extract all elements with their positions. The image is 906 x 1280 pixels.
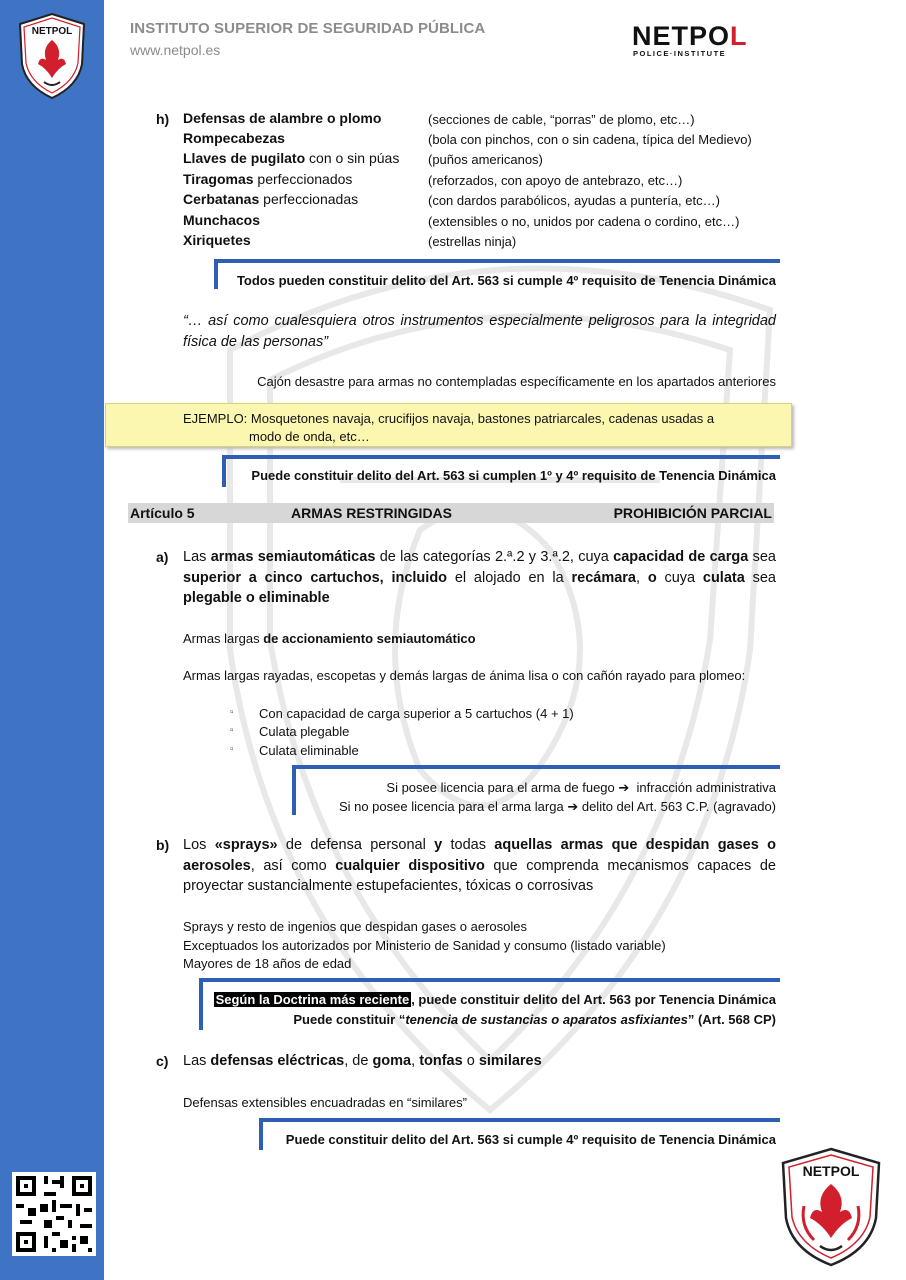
paragraph-segment: cualquier dispositivo: [335, 857, 485, 874]
paragraph-segment: superior a cinco cartuchos, incluido: [183, 569, 448, 586]
weapon-name-bold: Munchacos: [183, 212, 261, 228]
brand-subtitle: POLICE·INSTITUTE: [633, 49, 727, 58]
sidebar: [0, 0, 104, 1280]
note-b2-pre: Puede constituir “: [293, 1012, 406, 1027]
paragraph-segment: , de: [344, 1053, 373, 1069]
paragraph-segment: capacidad de carga: [613, 549, 749, 565]
weapon-description: (extensibles o no, unidos por cadena o cordino, etc…): [428, 214, 740, 229]
section-a-paragraph: [183, 547, 776, 609]
weapon-description: (secciones de cable, “porras” de plomo, etc…): [428, 112, 695, 127]
arrow-right-icon: ➔: [618, 780, 630, 795]
note-a-2-pre: Si no posee licencia para el arma larga: [338, 799, 564, 814]
paragraph-segment: armas semiautomáticas: [210, 549, 376, 565]
example-line-1: EJEMPLO: Mosquetones navaja, crucifijos navaja, bastones patriarcales, cadenas usadas a: [183, 411, 715, 426]
catch-all-comment: Cajón desastre para armas no contempladas específicamente en los apartados anteriores: [257, 374, 776, 389]
weapon-description: (con dardos parabólicos, ayudas a puntería, etc…): [428, 193, 720, 208]
weapon-name: [183, 110, 381, 126]
weapon-name-bold: Llaves de pugilato: [183, 150, 306, 166]
paragraph-segment: Las: [183, 1053, 211, 1069]
note-a-1-pre: Si posee licencia para el arma de fuego: [386, 780, 615, 795]
article-number: Artículo 5: [130, 505, 195, 521]
paragraph-segment: goma: [372, 1053, 412, 1069]
note-b-line-1: [214, 992, 776, 1007]
paragraph-segment: que comprenda mecanismos capaces de proyectar sustancialmente estupefacientes, tóxicas o corrosivas: [183, 857, 776, 894]
paragraph-segment: y: [434, 837, 443, 853]
section-c-letter: c): [156, 1053, 169, 1069]
note-a-2-post: delito del Art. 563 C.P. (agravado): [581, 799, 776, 814]
weapon-name: [183, 130, 285, 146]
weapon-name-bold: Tiragomas: [183, 171, 254, 187]
qr-code[interactable]: [12, 1172, 96, 1256]
note-b2-post: ” (Art. 568 CP): [687, 1012, 776, 1027]
website-link[interactable]: www.netpol.es: [130, 42, 221, 58]
weapon-name: [183, 171, 352, 187]
note-a-1-post: infracción administrativa: [636, 780, 776, 795]
weapon-name-bold: Defensas de alambre o plomo: [183, 110, 382, 126]
paragraph-segment: tonfas: [419, 1053, 463, 1069]
note-c-requirement: Puede constituir delito del Art. 563 si cumple 4º requisito de Tenencia Dinámica: [285, 1132, 776, 1147]
bullet-square-icon: ▫: [230, 707, 234, 718]
section-b-letter: b): [156, 837, 170, 853]
weapon-name: [183, 150, 399, 166]
note-a-line-2: [339, 799, 776, 815]
section-c-paragraph: [183, 1051, 776, 1072]
arrow-right-icon: ➔: [567, 799, 579, 814]
netpol-seal-logo: [778, 1146, 884, 1268]
paragraph-segment: plegable o eliminable: [183, 590, 330, 606]
bullet-item: Culata eliminable: [259, 743, 359, 758]
paragraph-segment: , así como: [250, 857, 336, 874]
institute-title: INSTITUTO SUPERIOR DE SEGURIDAD PÚBLICA: [130, 20, 486, 37]
section-h-letter: h): [156, 111, 170, 127]
paragraph-segment: sea: [744, 569, 776, 586]
paragraph-segment: cuya: [656, 569, 703, 586]
bullet-item: Con capacidad de carga superior a 5 cartuchos (4 + 1): [259, 706, 574, 721]
note-h-requirement-2: Puede constituir delito del Art. 563 si cumplen 1º y 4º requisito de Tenencia Dinámica: [251, 468, 776, 483]
note-b2-italic: tenencia de sustancias o aparatos asfixiantes: [405, 1012, 688, 1027]
paragraph-segment: recámara: [571, 569, 636, 586]
paragraph-segment: Las: [183, 549, 211, 565]
paragraph-segment: todas: [442, 837, 495, 853]
paragraph-segment: defensas eléctricas: [210, 1053, 345, 1069]
brand-word: [632, 22, 748, 50]
article-type: PROHIBICIÓN PARCIAL: [613, 505, 772, 521]
section-a-letter: a): [156, 549, 169, 565]
weapon-description: (reforzados, con apoyo de antebrazo, etc…): [428, 173, 683, 188]
weapon-name-rest: perfeccionadas: [259, 191, 359, 207]
weapon-name-bold: Rompecabezas: [183, 130, 285, 146]
note-b-line-2: [293, 1012, 776, 1027]
paragraph-segment: o: [462, 1053, 479, 1069]
article-title: ARMAS RESTRINGIDAS: [291, 505, 453, 521]
bullet-square-icon: ▫: [230, 744, 234, 755]
note-a-line-1: [386, 780, 776, 796]
paragraph-segment: o: [647, 569, 657, 586]
paragraph-segment: ,: [411, 1053, 420, 1069]
paragraph-segment: Los: [183, 837, 215, 853]
seal-logo-text: NETPOL: [802, 1163, 860, 1179]
doctrine-highlight: Según la Doctrina más reciente: [215, 992, 410, 1007]
brand-word-last: L: [730, 21, 748, 51]
weapon-name-rest: con o sin púas: [305, 150, 400, 166]
weapon-description: (bola con pinchos, con o sin cadena, típica del Medievo): [428, 132, 752, 147]
weapon-name: [183, 212, 260, 228]
weapon-description: (puños americanos): [428, 152, 543, 167]
netpol-brand-logo: [632, 22, 776, 58]
note-h-requirement: Todos pueden constituir delito del Art. 563 si cumple 4º requisito de Tenencia Dinámica: [236, 273, 776, 288]
section-b-line: Exceptuados los autorizados por Ministerio de Sanidad y consumo (listado variable): [183, 938, 666, 953]
section-a-line-1: [183, 631, 476, 646]
paragraph-segment: el alojado en la: [447, 569, 572, 586]
paragraph-segment: ,: [635, 569, 648, 586]
paragraph-segment: de defensa personal: [277, 837, 435, 853]
weapon-name-bold: Xiriquetes: [183, 232, 251, 248]
weapon-name: [183, 191, 358, 207]
example-line-2: modo de onda, etc…: [249, 429, 370, 444]
paragraph-segment: aquellas armas que despidan gases o aerosoles: [183, 837, 776, 874]
section-b-line: Mayores de 18 años de edad: [183, 956, 352, 971]
section-c-line: Defensas extensibles encuadradas en “similares”: [183, 1095, 467, 1110]
quote-text: “… así como cualesquiera otros instrumentos especialmente peligrosos para la integridad física de las personas”: [183, 313, 776, 350]
brand-word-main: NETPO: [632, 21, 731, 51]
bullet-item: Culata plegable: [259, 724, 350, 739]
section-a-line-2: Armas largas rayadas, escopetas y demás largas de ánima lisa o con cañón rayado para plomeo:: [183, 668, 746, 683]
netpol-shield-logo: [16, 12, 88, 100]
note-b-rest: , puede constituir delito del Art. 563 por Tenencia Dinámica: [411, 992, 776, 1007]
weapon-name-bold: Cerbatanas: [183, 191, 260, 207]
bullet-square-icon: ▫: [230, 725, 234, 736]
weapon-name: [183, 232, 251, 248]
paragraph-segment: de las categorías 2.ª.2 y 3.ª.2, cuya: [375, 549, 614, 565]
paragraph-segment: sea: [748, 549, 776, 565]
paragraph-segment: «sprays»: [214, 837, 278, 853]
weapon-description: (estrellas ninja): [428, 234, 517, 249]
weapon-name-rest: perfeccionados: [253, 171, 353, 187]
section-b-paragraph: [183, 835, 776, 897]
paragraph-segment: culata: [702, 569, 745, 586]
section-b-line: Sprays y resto de ingenios que despidan gases o aerosoles: [183, 919, 527, 934]
shield-logo-text: NETPOL: [31, 26, 73, 37]
paragraph-segment: similares: [478, 1053, 542, 1069]
section-a-line-1-pre: Armas largas: [183, 631, 264, 646]
section-a-line-1-bold: de accionamiento semiautomático: [263, 631, 476, 646]
